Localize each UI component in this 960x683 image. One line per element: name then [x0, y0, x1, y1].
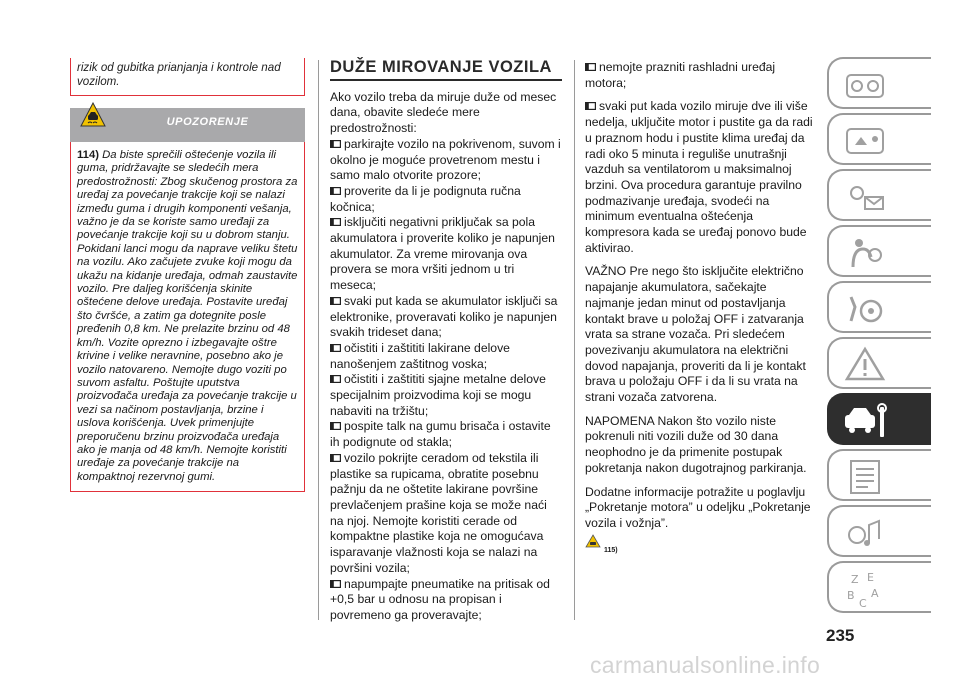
- list-item: [330, 294, 562, 341]
- warning-triangle-icon: [585, 534, 601, 548]
- chapter-tab[interactable]: [827, 281, 931, 333]
- bullet-icon: [330, 375, 341, 383]
- column-divider: [574, 60, 575, 620]
- bullet-icon: [330, 187, 341, 195]
- warning-reference-number[interactable]: 115): [604, 546, 618, 554]
- note-paragraph: NAPOMENA Nakon što vozilo niste pokrenuli niti vozili duže od 30 dana neophodno je da primenite postupak pokretanja nakon dugotrajnog parkiranja.: [585, 413, 807, 475]
- list-item-text: isključiti negativni priključak sa pola akumulatora i proverite koliko je napunjen akumulator. Za vreme mirovanja ova provera se mora vršiti jednom u tri meseca;: [330, 215, 555, 293]
- chapter-tab[interactable]: [827, 113, 931, 165]
- warning-header: [70, 108, 305, 142]
- bullet-icon: [330, 344, 341, 352]
- warning-number: 114): [77, 149, 99, 161]
- bullet-icon: [330, 422, 341, 430]
- warning-title: UPOZORENJE: [166, 116, 249, 128]
- list-item-text: parkirajte vozilo na pokrivenom, suvom i okolno je moguće provetrenom mestu i samo malo otvorite prozore;: [330, 136, 561, 183]
- list-item: [330, 419, 562, 450]
- bullet-icon: [585, 63, 596, 71]
- watermark: carmanualsonline.info: [590, 652, 821, 678]
- svg-text:C: C: [859, 597, 867, 609]
- list-item: [585, 99, 815, 256]
- chapter-tab[interactable]: [827, 561, 931, 613]
- list-item: [330, 137, 562, 184]
- page-number: 235: [826, 626, 855, 645]
- bullet-icon: [330, 454, 341, 462]
- intro-paragraph: Ako vozilo treba da miruje duže od mesec dana, obavite sledeće mere predostrožnosti:: [330, 89, 557, 136]
- list-item-text: svaki put kada vozilo miruje dve ili više nedelja, uključite motor i pustite ga da radi u praznom hodu i pustite klima uređaj da radi oko 5 minuta i reguliše unutrašnji vazduh sa ventilatorom u maksimalnoj brzini. Ova procedura garantuje pravilno podmazivanje uređaja, svodeći na minimum eventualna oštećenja kompresora kada se uređaj ponovo bude aktivirao.: [585, 99, 813, 255]
- precaution-list-continued: [585, 60, 815, 256]
- list-item: [330, 577, 562, 624]
- list-item: [330, 372, 562, 419]
- svg-text:B: B: [847, 589, 855, 602]
- warning-continuation-box: [70, 58, 305, 96]
- bullet-icon: [330, 297, 341, 305]
- list-item: [330, 451, 562, 577]
- warning-triangle-icon: [843, 345, 887, 385]
- car-dashboard-lights-icon: [843, 121, 887, 161]
- bullet-icon: [330, 580, 341, 588]
- warning-continuation-text: rizik od gubitka prianjanja i kontrole nad vozilom.: [77, 61, 281, 88]
- steering-wheel-icon: [843, 289, 887, 329]
- svg-text:Z: Z: [851, 573, 859, 586]
- list-item: [330, 215, 562, 294]
- svg-text:E: E: [867, 571, 874, 584]
- list-item: [585, 60, 815, 91]
- list-item-text: proverite da li je podignuta ručna kočnica;: [330, 183, 521, 214]
- warning-body: [70, 142, 305, 492]
- chapter-tab[interactable]: [827, 337, 931, 389]
- list-item-text: pospite talk na gumu brisača i ostavite ih podignute od stakla;: [330, 419, 551, 450]
- warning-reference: [585, 534, 815, 559]
- alphabet-index-icon: [843, 569, 887, 609]
- column-divider: [318, 60, 319, 620]
- list-item-text: vozilo pokrijte ceradom od tekstila ili plastike sa rupicama, obratite posebnu pažnju da ne oštetite lakirane površine prevlačenjem prašine koja se može naći na njoj. Nemojte koristiti cerade od kompaktne plastike koja ne omogućava isparavanje vlažnosti koja se nalazi na površini vozila;: [330, 450, 547, 575]
- chapter-tab[interactable]: [827, 225, 931, 277]
- chapter-tab[interactable]: [827, 169, 931, 221]
- multimedia-icon: [843, 513, 887, 553]
- right-column: [585, 60, 815, 558]
- chapter-tab[interactable]: [827, 393, 931, 445]
- bullet-icon: [585, 102, 596, 110]
- list-item-text: svaki put kada se akumulator isključi sa elektronike, proveravati koliko je napunjen svakih trideset dana;: [330, 293, 558, 340]
- list-item: [330, 184, 562, 215]
- precaution-list: [330, 137, 562, 624]
- list-item-text: napumpajte pneumatike na pritisak od +0,5 bar u odnosu na propisan i povremeno ga proveravajte;: [330, 576, 550, 622]
- list-item-text: nemojte prazniti rashladni uređaj motora;: [585, 60, 776, 90]
- car-wrench-icon: [843, 401, 887, 441]
- seatbelt-airbag-icon: [843, 233, 887, 273]
- svg-text:A: A: [871, 587, 879, 600]
- chapter-tab[interactable]: [827, 449, 931, 501]
- bullet-icon: [330, 140, 341, 148]
- car-dashboard-icon: [843, 65, 887, 105]
- important-paragraph: VAŽNO Pre nego što isključite električno napajanje akumulatora, sačekajte najmanje jedan minut od postavljanja kontakt brave u položaj OFF i zatvaranja vrata sa strane vozača. Pri sledećem povezivanju akumulatora na električni dovod napajanja, proveriti da li je kontakt brava u položaju OFF i da li su vrata na strani vozača zatvorena.: [585, 264, 806, 405]
- warning-text: Da biste sprečili oštećenje vozila ili guma, pridržavajte se sledećih mera predostrožnosti: Zbog skučenog prostora za uređaj za povećanje trakcije koji se nalazi između guma i drugih komponenti vešanja, važno je da se koriste samo uređaji za povećanje trakcije koji su u dobrom stanju. Pokidani lanci mogu da naprave veliku štetu na vozilu. Ako začujete zvuke koji mogu da ukažu na kidanje uređaja, odmah zaustavite vozilo. Pre daljeg korišćenja skinite oštećene delove uređaja. Postavite uređaj što čvršće, a zatim ga dotegnite posle pređenih 0,8 km. Ne prelazite brzinu od 48 km/h. Vozite oprezno i izbegavajte oštre krivine i velike neravnine, posebno ako je vozilo natovareno. Nemojte dugo voziti po suvom asfaltu. Poštujte uputstva proizvođača uređaja za povećanje trakcije u vezi sa načinom postavljanja, brzine i uslova korišćenja. Uvek primenjujte preporučenu brzinu proizvođača uređaja ako je manja od 48 km/h. Nemojte koristiti uređaje za povećanje trakcije na kompaktnoj rezervnoj gumi.: [77, 149, 298, 483]
- chapter-tab[interactable]: [827, 57, 931, 109]
- bullet-icon: [330, 218, 341, 226]
- more-info-paragraph: Dodatne informacije potražite u poglavlju „Pokretanje motora” u odeljku „Pokretanje vozila i vožnja”.: [585, 484, 811, 530]
- list-item: [330, 341, 562, 372]
- list-item-text: očistiti i zaštititi lakirane delove nanošenjem zaštitnog voska;: [330, 340, 510, 371]
- left-column: [70, 58, 305, 492]
- middle-column: [330, 60, 562, 624]
- chapter-tab[interactable]: [827, 505, 931, 557]
- sun-mail-icon: [843, 177, 887, 217]
- specifications-list-icon: [843, 457, 887, 497]
- list-item-text: očistiti i zaštititi sjajne metalne delove specijalnim proizvodima koji se mogu nabaviti na tržištu;: [330, 372, 546, 418]
- section-heading: DUŽE MIROVANJE VOZILA: [330, 60, 562, 81]
